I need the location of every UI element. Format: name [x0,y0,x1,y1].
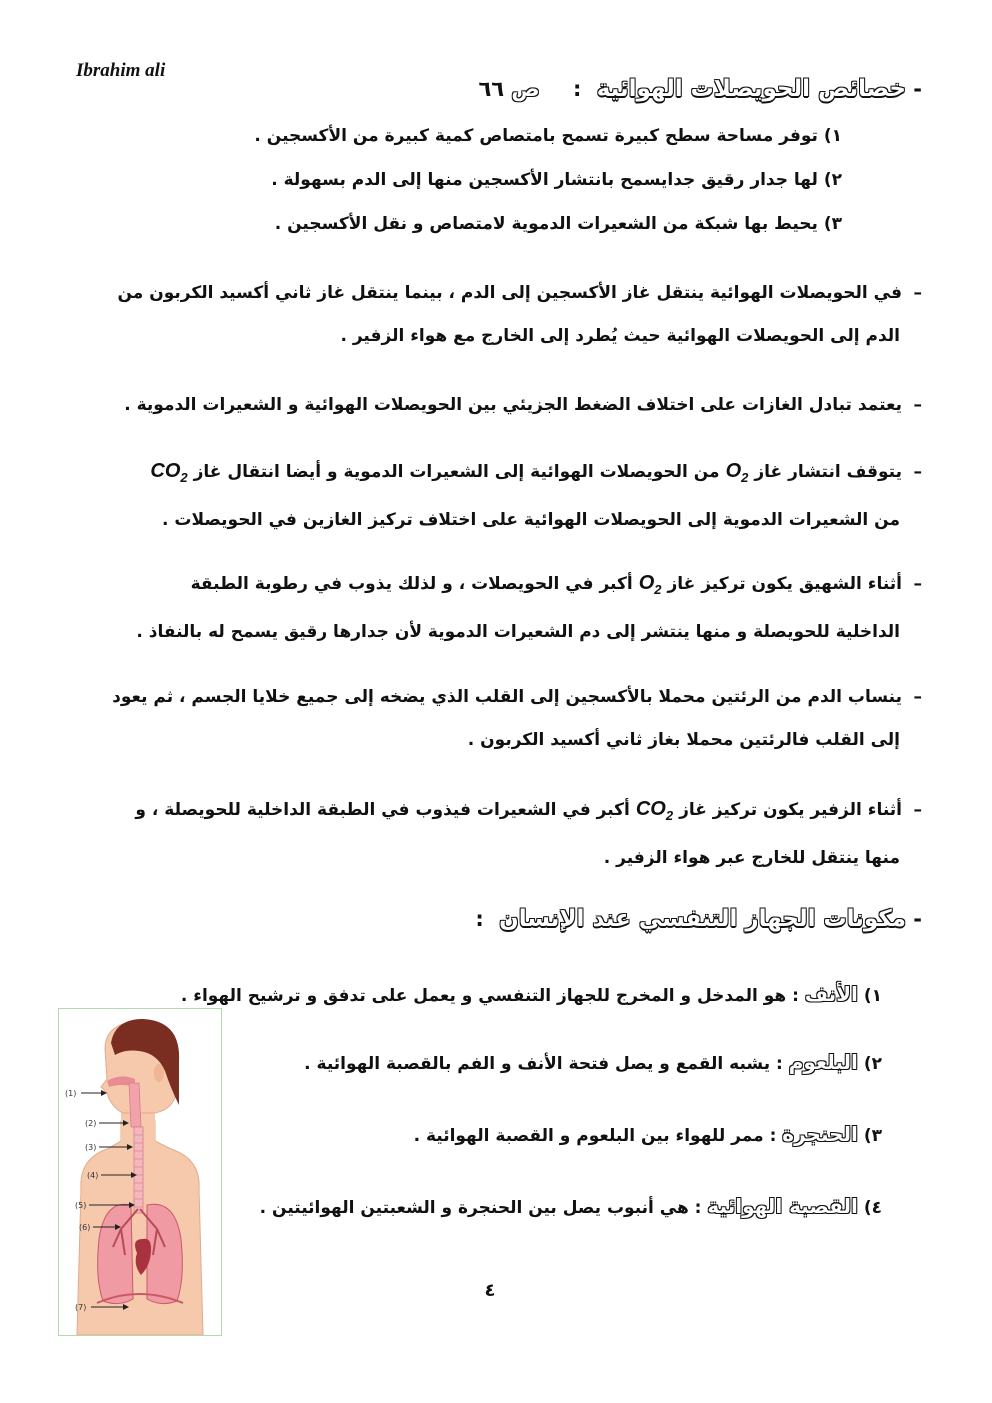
trachea-shape [134,1127,143,1213]
list-item-trachea: ٤) القصبة الهوائية : هي أنبوب يصل بين الحنجرة و الشعبتين الهوائيتين . [259,1194,882,1218]
list-item: ١) توفر مساحة سطح كبيرة تسمح بامتصاص كمية كبيرة من الأكسجين . [254,126,842,146]
co2-formula: $CO_2$ [150,460,188,485]
paragraph-exhalation: –أثناء الزفير يكون تركيز غازCO$_2$أكبر في الشعيرات فيذوب في الطبقة الداخلية للحويصلة ، و منها ينتقل للخارج عبر هواء الزفير . [64,788,922,880]
term-trachea: القصبة الهوائية [707,1194,858,1218]
section1-dash: - [913,77,922,101]
o2-formula: $O_2$ [725,460,749,485]
paragraph-partial-pressure: –يعتمد تبادل الغازات على اختلاف الضغط الجزيئي بين الحويصلات الهوائية و الشعيرات الدموية . [124,395,922,415]
section2-colon: : [475,907,484,931]
figure-label: (1) [65,1089,77,1098]
term-pharynx: البلعوم [788,1050,858,1074]
figure-label: (6) [79,1223,91,1232]
term-larynx: الحنجرة [782,1122,858,1146]
author-name: Ibrahim ali [76,60,166,81]
paragraph-line: أثناء الشهيق يكون تركيز غاز [667,574,902,594]
figure-label: (3) [85,1143,97,1152]
paragraph-line: أكبر في الشعيرات فيذوب في الطبقة الداخلية للحويصلة ، و [135,800,630,820]
paragraph-line: أكبر في الحويصلات ، و لذلك يذوب في رطوبة الطبقة [190,574,633,594]
list-item-pharynx: ٢) البلعوم : يشبه القمع و يصل فتحة الأنف و الفم بالقصبة الهوائية . [304,1050,882,1074]
paragraph-line: ينساب الدم من الرئتين محملا بالأكسجين إلى القلب الذي يضخه إلى جميع خلايا الجسم ، ثم يعود [112,687,902,707]
page-reference-label: ص [511,77,540,101]
figure-label: (4) [87,1171,99,1180]
paragraph-line: من الشعيرات الدموية إلى الحويصلات الهوائية على اختلاف تركيز الغازين في الحويصلات . [162,510,900,530]
section2-dash: - [913,907,922,931]
paragraph-line: الداخلية للحويصلة و منها ينتشر إلى دم الشعيرات الدموية لأن جدارها رقيق يسمح له بالنفاذ . [136,622,900,642]
o2-formula: $O_2$ [638,572,662,597]
paragraph-line: يتوقف انتشار غاز [754,462,902,482]
section1-colon: : [572,77,582,101]
ear-shape [154,1064,164,1082]
paragraph-gas-exchange: –في الحويصلات الهوائية ينتقل غاز الأكسجين إلى الدم ، بينما ينتقل غاز ثاني أكسيد الكربون من الدم إلى الحويصلات الهوائية حيث يُطرد إلى الخارج مع هواء الزفير . [64,272,922,358]
paragraph-line: منها ينتقل للخارج عبر هواء الزفير . [603,848,900,868]
paragraph-line: من الحويصلات الهوائية إلى الشعيرات الدموية و أيضا انتقال غاز [193,462,720,482]
paragraph-inhalation: –أثناء الشهيق يكون تركيز غازO$_2$أكبر في الحويصلات ، و لذلك يذوب في رطوبة الطبقة الداخلية للحويصلة و منها ينتشر إلى دم الشعيرات الدموية لأن جدارها رقيق يسمح له بالنفاذ . [64,562,922,654]
section1-title: خصائص الحويصلات الهوائية [596,76,906,102]
respiratory-system-figure [58,1008,222,1336]
paragraph-diffusion: –يتوقف انتشار غازO$_2$من الحويصلات الهوائية إلى الشعيرات الدموية و أيضا انتقال غازCO$_2$ من الشعيرات الدموية إلى الحويصلات الهوائية على اختلاف تركيز الغازين في الحويصلات . [64,450,922,542]
figure-label: (7) [75,1303,87,1312]
list-item-larynx: ٣) الحنجرة : ممر للهواء بين البلعوم و القصبة الهوائية . [413,1122,882,1146]
paragraph-line: أثناء الزفير يكون تركيز غاز [679,800,902,820]
paragraph-line: الدم إلى الحويصلات الهوائية حيث يُطرد إلى الخارج مع هواء الزفير . [340,326,900,346]
list-item: ٣) يحيط بها شبكة من الشعيرات الدموية لامتصاص و نقل الأكسجين . [274,214,842,234]
respiratory-system-diagram [59,1009,221,1335]
figure-label: (2) [85,1119,97,1128]
paragraph-blood-flow: –ينساب الدم من الرئتين محملا بالأكسجين إلى القلب الذي يضخه إلى جميع خلايا الجسم ، ثم يعود إلى القلب فالرئتين محملا بغاز ثاني أكسيد الكربون . [64,676,922,762]
figure-label: (5) [75,1201,87,1210]
page-reference-number: ٦٦ [478,77,505,101]
paragraph-line: في الحويصلات الهوائية ينتقل غاز الأكسجين إلى الدم ، بينما ينتقل غاز ثاني أكسيد الكربون من [117,283,902,303]
list-item-nose: ١) الأنف : هو المدخل و المخرج للجهاز التنفسي و يعمل على تدفق و ترشيح الهواء . [180,982,882,1006]
paragraph-line: يعتمد تبادل الغازات على اختلاف الضغط الجزيئي بين الحويصلات الهوائية و الشعيرات الدموية . [124,395,902,415]
paragraph-line: إلى القلب فالرئتين محملا بغاز ثاني أكسيد الكربون . [467,730,900,750]
section2-title: مكونات الجهاز التنفسي عند الإنسان [499,906,906,932]
page-number: ٤ [484,1280,496,1301]
list-item: ٢) لها جدار رقيق جدايسمح بانتشار الأكسجين منها إلى الدم بسهولة . [271,170,842,190]
term-nose: الأنف [804,982,858,1006]
pharynx-shape [129,1083,141,1127]
co2-formula: $CO_2$ [635,798,674,823]
